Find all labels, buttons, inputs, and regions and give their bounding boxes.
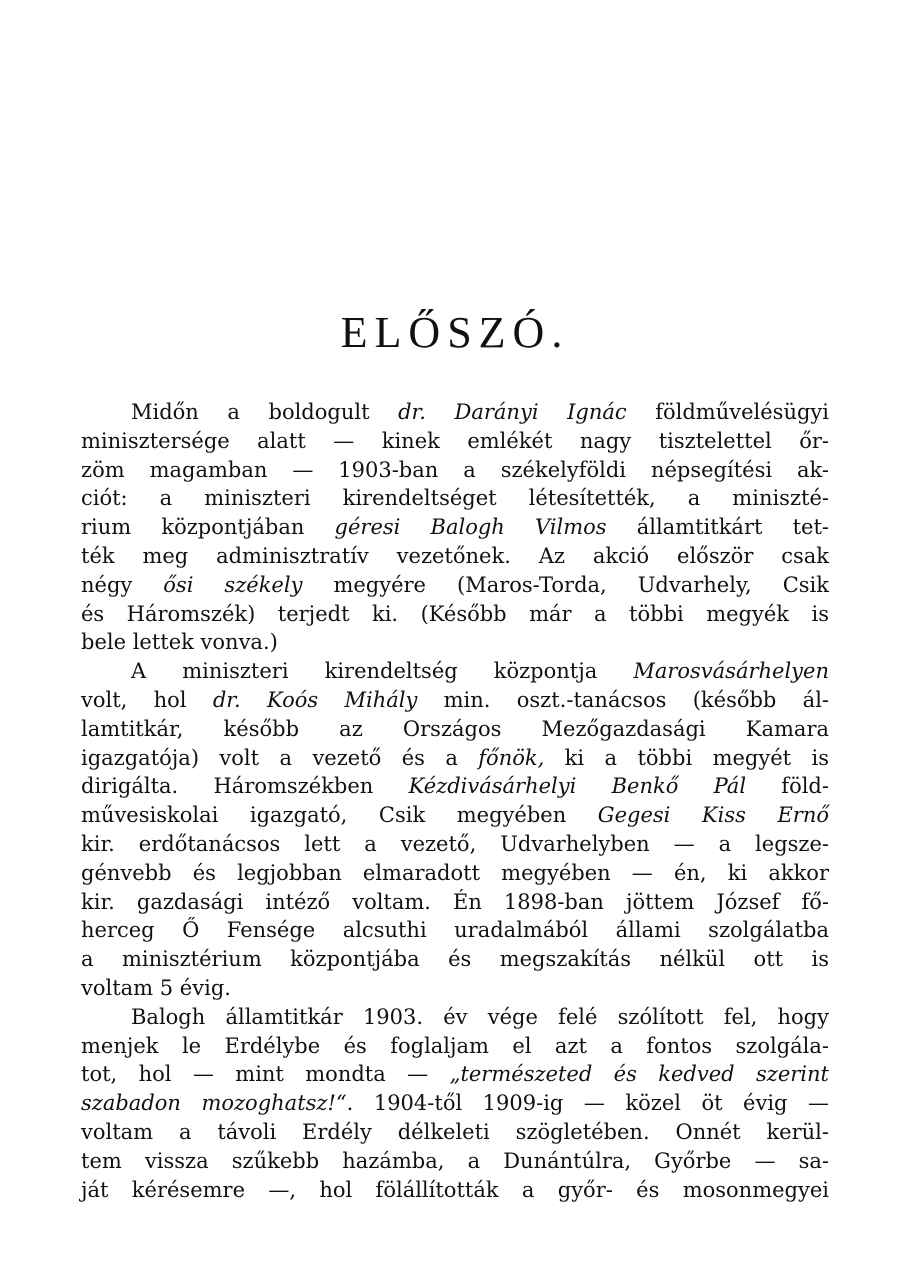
book-page xyxy=(81,0,829,1276)
line-text: dirigálta. Háromszékben xyxy=(81,774,409,799)
line-text: művesiskolai igazgató, Csik megyében xyxy=(81,803,598,828)
emphasis-text: főnök, xyxy=(478,745,545,770)
emphasis-text: Gegesi Kiss Ernő xyxy=(597,803,829,828)
emphasis-text: Marosvásárhelyen xyxy=(633,659,829,684)
text-line xyxy=(81,1118,829,1147)
line-text: herceg Ő Fensége alcsuthi uradalmából állami szolgálatba xyxy=(81,918,829,943)
line-text: ki a többi megyét is xyxy=(544,745,829,770)
text-line xyxy=(81,1089,829,1118)
text-line xyxy=(81,1003,829,1032)
line-text: minisztersége alatt — kinek emlékét nagy tisztelettel őr- xyxy=(81,428,829,453)
line-text: . 1904-től 1909-ig — közel öt évig — xyxy=(346,1091,829,1116)
emphasis-text: Kézdivásárhelyi Benkő Pál xyxy=(408,774,747,799)
line-text: igazgatója) volt a vezető és a xyxy=(81,745,479,770)
text-line xyxy=(81,830,829,859)
line-text: voltam 5 évig. xyxy=(81,975,231,1000)
line-text: négy xyxy=(81,572,164,597)
text-line xyxy=(81,628,829,657)
text-line xyxy=(81,571,829,600)
text-line xyxy=(81,484,829,513)
text-line xyxy=(81,1147,829,1176)
line-text: rium központjában xyxy=(81,515,335,540)
line-text: menjek le Erdélybe és foglaljam el azt a fontos szolgála- xyxy=(81,1033,829,1058)
text-line xyxy=(81,542,829,571)
text-line xyxy=(81,1032,829,1061)
line-text: A miniszteri kirendeltség központja xyxy=(131,659,634,684)
line-text: és Háromszék) terjedt ki. (Később már a többi megyék is xyxy=(81,601,829,626)
line-text: földművelésügyi xyxy=(626,400,830,424)
text-line xyxy=(81,600,829,629)
line-text: tem vissza szűkebb hazámba, a Dunántúlra, Győrbe — sa- xyxy=(81,1148,829,1173)
line-text: volt, hol xyxy=(81,687,213,712)
line-text: lamtitkár, később az Országos Mezőgazdasági Kamara xyxy=(81,716,829,741)
text-line xyxy=(81,1176,829,1205)
text-line xyxy=(81,772,829,801)
text-line xyxy=(81,859,829,888)
text-line xyxy=(81,888,829,917)
line-text: államtitkárt tet- xyxy=(606,515,829,540)
chapter-title: ELŐSZÓ. xyxy=(340,308,570,357)
preface-text xyxy=(81,398,829,1204)
line-text: génvebb és legjobban elmaradott megyében — én, ki akkor xyxy=(81,860,829,885)
text-line xyxy=(81,427,829,456)
line-text: min. oszt.-tanácsos (később ál- xyxy=(417,687,830,712)
text-line xyxy=(81,715,829,744)
emphasis-text: dr. Koós Mihály xyxy=(212,687,418,712)
line-text: megyére (Maros-Torda, Udvarhely, Csik xyxy=(302,572,829,597)
emphasis-text: ősi székely xyxy=(163,572,303,597)
text-line xyxy=(81,686,829,715)
line-text: voltam a távoli Erdély délkeleti szögletében. Onnét kerül- xyxy=(81,1119,829,1144)
line-text: zöm magamban — 1903-ban a székelyföldi népsegítési ak- xyxy=(81,457,829,482)
line-text: kir. gazdasági intéző voltam. Én 1898-ban jöttem József fő- xyxy=(81,889,829,914)
line-text: ciót: a miniszteri kirendeltséget létesítették, a miniszté- xyxy=(81,486,829,511)
line-text: tot, hol — mint mondta — xyxy=(81,1062,450,1087)
emphasis-text: dr. Darányi Ignác xyxy=(398,400,627,424)
line-text: bele lettek vonva.) xyxy=(81,630,278,655)
text-line xyxy=(81,398,829,427)
emphasis-text: géresi Balogh Vilmos xyxy=(334,515,607,540)
line-text: a minisztérium központjába és megszakítás nélkül ott is xyxy=(81,947,829,972)
line-text: ját kérésemre —, hol fölállították a győr- és mosonmegyei xyxy=(81,1177,829,1202)
text-line xyxy=(81,945,829,974)
emphasis-text: „természeted és kedved szerint xyxy=(449,1062,829,1087)
text-line xyxy=(81,916,829,945)
line-text: föld- xyxy=(746,774,829,799)
line-text: Midőn a boldogult xyxy=(131,400,399,424)
emphasis-text: szabadon mozoghatsz!“ xyxy=(81,1091,347,1116)
line-text: kir. erdőtanácsos lett a vezető, Udvarhelyben — a legsze- xyxy=(81,831,829,856)
text-line xyxy=(81,456,829,485)
line-text: ték meg adminisztratív vezetőnek. Az akció először csak xyxy=(81,543,829,568)
text-line xyxy=(81,974,829,1003)
text-line xyxy=(81,657,829,686)
text-line xyxy=(81,744,829,773)
text-line xyxy=(81,801,829,830)
text-line xyxy=(81,513,829,542)
text-line xyxy=(81,1060,829,1089)
line-text: Balogh államtitkár 1903. év vége felé szólított fel, hogy xyxy=(131,1004,829,1029)
